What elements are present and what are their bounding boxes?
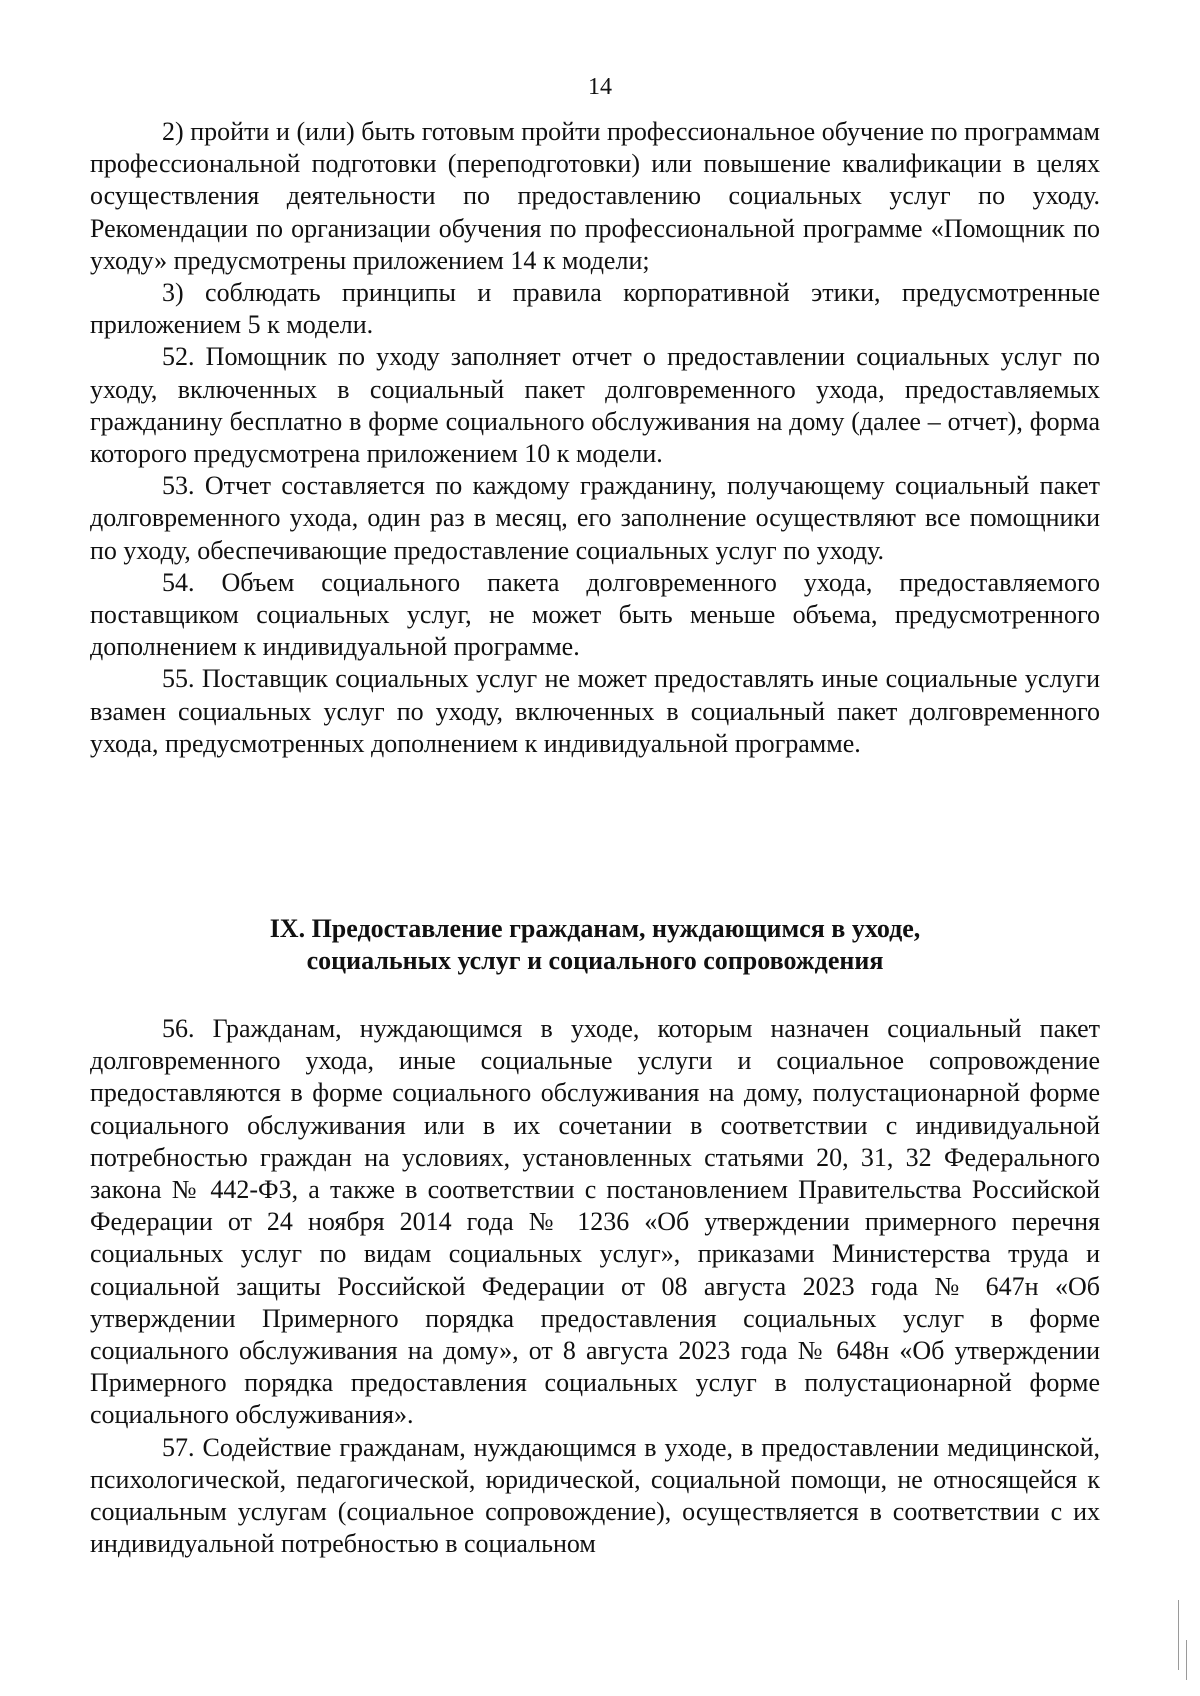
paragraph-item-3: 3) соблюдать принципы и правила корпоративной этики, предусмотренные приложением 5 к модели. xyxy=(90,278,1100,340)
body-text-top xyxy=(90,116,1100,760)
paragraph-55: 55. Поставщик социальных услуг не может предоставлять иные социальные услуги взамен социальных услуг по уходу, включенных в социальный пакет долговременного ухода, предусмотренных дополнением к индивидуальной программе. xyxy=(90,664,1100,758)
section-heading-line-2: социальных услуг и социального сопровождения xyxy=(306,946,884,975)
body-text-bottom xyxy=(90,1013,1100,1560)
page-number: 14 xyxy=(588,74,612,100)
paragraph-53: 53. Отчет составляется по каждому гражданину, получающему социальный пакет долговременного ухода, один раз в месяц, его заполнение осуществляют все помощники по уходу, обеспечивающие предоставление социальных услуг по уходу. xyxy=(90,471,1100,565)
section-heading xyxy=(90,913,1100,977)
section-heading-line-1: IX. Предоставление гражданам, нуждающимся в уходе, xyxy=(269,914,921,943)
paragraph-56: 56. Гражданам, нуждающимся в уходе, которым назначен социальный пакет долговременного ухода, иные социальные услуги и социальное сопровождение предоставляются в форме социального обслуживания на дому, полустационарной форме социального обслуживания или в их сочетании в соответствии с индивидуальной потребностью граждан на условиях, установленных статьями 20, 31, 32 Федерального закона № 442-ФЗ, а также в соответствии с постановлением Правительства Российской Федерации от 24 ноября 2014 года № 1236 «Об утверждении примерного перечня социальных услуг по видам социальных услуг», приказами Министерства труда и социальной защиты Российской Федерации от 08 августа 2023 года № 647н «Об утверждении Примерного порядка предоставления социальных услуг в форме социального обслуживания на дому», от 8 августа 2023 года № 648н «Об утверждении Примерного порядка предоставления социальных услуг в полустационарной форме социального обслуживания». xyxy=(90,1014,1100,1430)
scan-edge-mark xyxy=(1178,1600,1179,1670)
paragraph-54: 54. Объем социального пакета долговременного ухода, предоставляемого поставщиком социальных услуг, не может быть меньше объема, предусмотренного дополнением к индивидуальной программе. xyxy=(90,567,1100,662)
paragraph-52: 52. Помощник по уходу заполняет отчет о предоставлении социальных услуг по уходу, включенных в социальный пакет долговременного ухода, предоставляемых гражданину бесплатно в форме социального обслуживания на дому (далее – отчет), форма которого предусмотрена приложением 10 к модели. xyxy=(90,342,1100,469)
scan-edge-mark xyxy=(1186,1640,1187,1680)
paragraph-57: 57. Содействие гражданам, нуждающимся в уходе, в предоставлении медицинской, психологической, педагогической, юридической, социальной помощи, не относящейся к социальным услугам (социальное сопровождение), осуществляется в соответствии с их индивидуальной потребностью в социальном xyxy=(90,1432,1100,1559)
paragraph-item-2: 2) пройти и (или) быть готовым пройти профессиональное обучение по программам профессиональной подготовки (переподготовки) или повышение квалификации в целях осуществления деятельности по предоставлению социальных услуг по уходу. Рекомендации по организации обучения по профессиональной программе «Помощник по уходу» предусмотрены приложением 14 к модели; xyxy=(90,117,1100,275)
